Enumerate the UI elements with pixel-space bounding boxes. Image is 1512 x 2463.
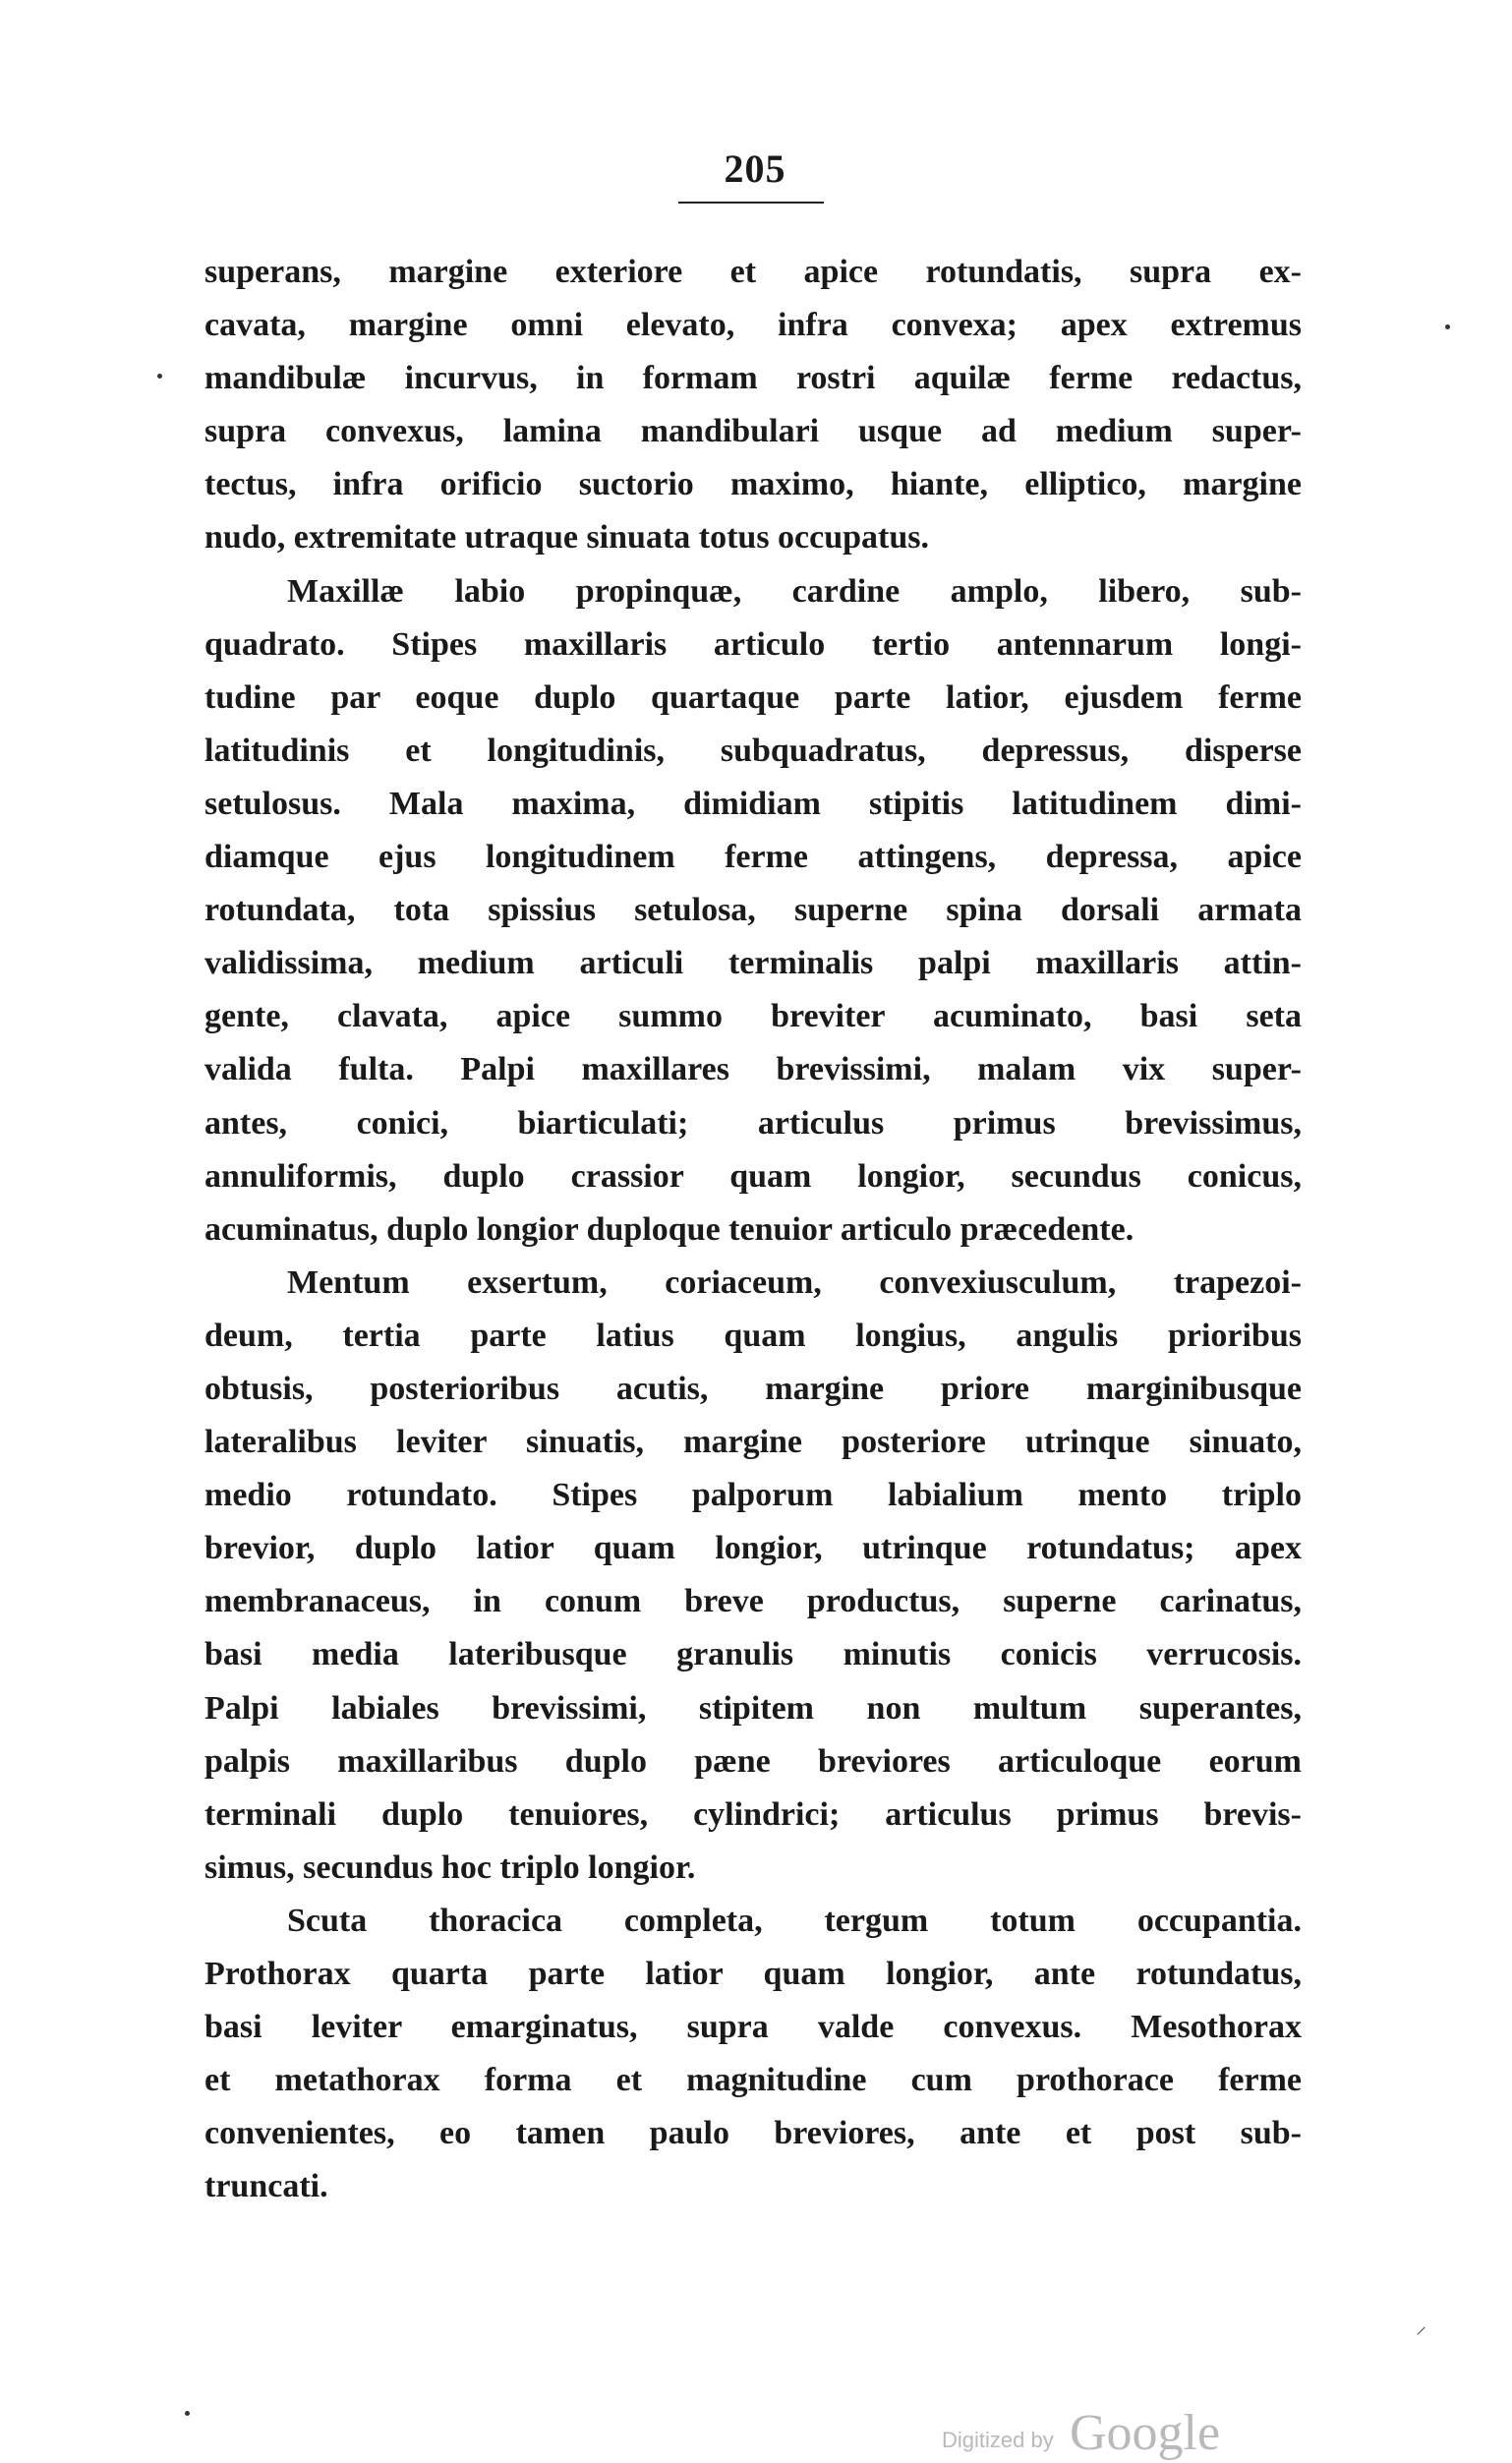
text-line: tectus, infra orificio suctorio maximo, hiante, elliptico, margine bbox=[204, 466, 1302, 503]
page-number: 205 bbox=[724, 147, 786, 191]
text-line: antes, conici, biarticulati; articulus primus brevissimus, bbox=[204, 1104, 1302, 1142]
text-line: nudo, extremitate utraque sinuata totus occupatus. bbox=[204, 519, 930, 557]
text-line: superans, margine exteriore et apice rotundatis, supra ex- bbox=[204, 254, 1302, 290]
text-line: et metathorax forma et magnitudine cum prothorace ferme bbox=[204, 2062, 1302, 2099]
text-line: tudine par eoque duplo quartaque parte latior, ejusdem ferme bbox=[204, 678, 1302, 716]
scan-speck bbox=[1445, 324, 1450, 329]
text-line: cavata, margine omni elevato, infra convexa; apex extremus bbox=[204, 307, 1302, 344]
text-line: Palpi labiales brevissimi, stipitem non multum superantes, bbox=[204, 1689, 1302, 1727]
text-line: terminali duplo tenuiores, cylindrici; articulus primus brevis- bbox=[204, 1795, 1302, 1833]
text-line: validissima, medium articuli terminalis palpi maxillaris attin- bbox=[204, 945, 1302, 982]
watermark-brand: Google bbox=[1070, 2405, 1221, 2461]
text-line: supra convexus, lamina mandibulari usque ad medium super- bbox=[204, 413, 1302, 450]
text-line: basi leviter emarginatus, supra valde convexus. Mesothorax bbox=[204, 2009, 1302, 2046]
text-line: valida fulta. Palpi maxillares brevissimi, malam vix super- bbox=[204, 1051, 1302, 1088]
scan-speck bbox=[185, 2411, 190, 2416]
watermark-prefix: Digitized by bbox=[942, 2428, 1054, 2452]
text-line: lateralibus leviter sinuatis, margine posteriore utrinque sinuato, bbox=[204, 1424, 1302, 1461]
text-line: latitudinis et longitudinis, subquadratus, depressus, disperse bbox=[204, 732, 1302, 769]
text-line: quadrato. Stipes maxillaris articulo tertio antennarum longi- bbox=[204, 625, 1302, 663]
text-line: Prothorax quarta parte latior quam longior, ante rotundatus, bbox=[204, 1956, 1302, 1992]
scan-speck bbox=[157, 374, 162, 379]
text-line: brevior, duplo latior quam longior, utrinque rotundatus; apex bbox=[204, 1530, 1302, 1567]
text-line: medio rotundato. Stipes palporum labialium mento triplo bbox=[204, 1477, 1302, 1514]
text-line: membranaceus, in conum breve productus, superne carinatus, bbox=[204, 1583, 1302, 1620]
text-line: deum, tertia parte latius quam longius, angulis prioribus bbox=[204, 1317, 1302, 1354]
scan-mark-icon: ⸝ bbox=[1416, 2315, 1427, 2339]
text-line: simus, secundus hoc triplo longior. bbox=[204, 1848, 696, 1886]
text-line: basi media lateribusque granulis minutis conicis verrucosis. bbox=[204, 1636, 1302, 1673]
text-line: setulosus. Mala maxima, dimidiam stipitis latitudinem dimi- bbox=[204, 785, 1302, 822]
text-line: Maxillæ labio propinquæ, cardine amplo, libero, sub- bbox=[287, 572, 1302, 610]
text-line: annuliformis, duplo crassior quam longior, secundus conicus, bbox=[204, 1157, 1302, 1195]
text-line: Scuta thoracica completa, tergum totum occupantia. bbox=[287, 1902, 1302, 1939]
text-line: rotundata, tota spissius setulosa, superne spina dorsali armata bbox=[204, 892, 1302, 929]
text-line: gente, clavata, apice summo breviter acuminato, basi seta bbox=[204, 998, 1302, 1035]
body-text bbox=[204, 246, 1302, 2213]
text-line: palpis maxillaribus duplo pæne breviores articuloque eorum bbox=[204, 1742, 1302, 1780]
page-number-rule bbox=[678, 202, 824, 204]
text-line: convenientes, eo tamen paulo breviores, ante et post sub- bbox=[204, 2115, 1302, 2152]
text-line: mandibulæ incurvus, in formam rostri aquilæ ferme redactus, bbox=[204, 360, 1302, 397]
text-line: Mentum exsertum, coriaceum, convexiusculum, trapezoi- bbox=[287, 1263, 1302, 1301]
text-line: diamque ejus longitudinem ferme attingens, depressa, apice bbox=[204, 839, 1302, 876]
text-line: truncati. bbox=[204, 2168, 328, 2205]
digitized-watermark bbox=[942, 2404, 1256, 2463]
text-line: acuminatus, duplo longior duploque tenuior articulo præcedente. bbox=[204, 1210, 1134, 1248]
text-line: obtusis, posterioribus acutis, margine priore marginibusque bbox=[204, 1370, 1302, 1407]
